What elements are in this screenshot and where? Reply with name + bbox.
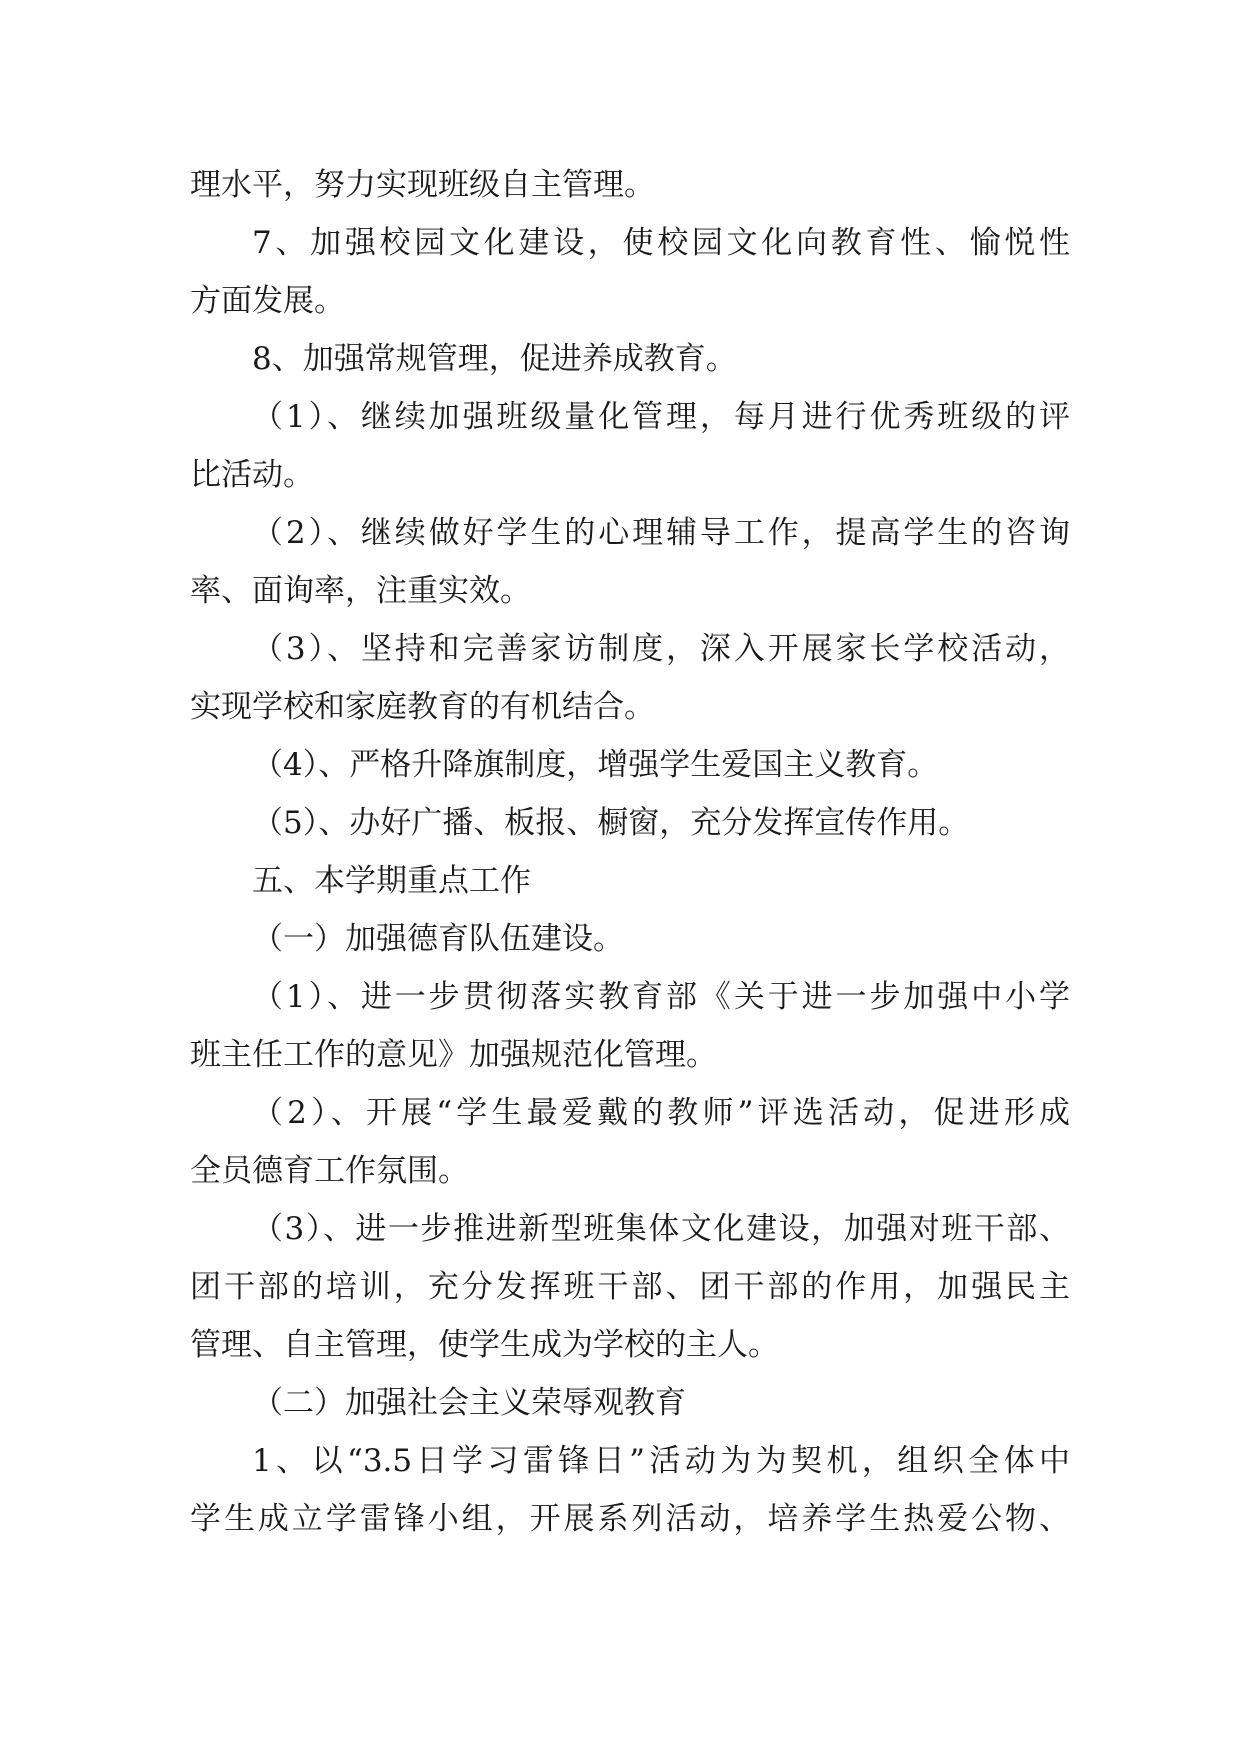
text-line: 班主任工作的意见》加强规范化管理。 xyxy=(190,1037,717,1073)
text-line: 实现学校和家庭教育的有机结合。 xyxy=(190,689,655,725)
text-line: （1）、继续加强班级量化管理，每月进行优秀班级的评 xyxy=(252,399,1070,435)
text-line: （4）、严格升降旗制度，增强学生爱国主义教育。 xyxy=(252,747,939,783)
text-line: 比活动。 xyxy=(190,457,314,493)
text-line: （3）、进一步推进新型班集体文化建设，加强对班干部、 xyxy=(252,1211,1070,1247)
text-line: 团干部的培训，充分发挥班干部、团干部的作用，加强民主 xyxy=(190,1269,1070,1305)
subsection-heading: （一）加强德育队伍建设。 xyxy=(252,921,624,957)
section-heading: 五、本学期重点工作 xyxy=(252,863,531,899)
text-line: 管理、自主管理，使学生成为学校的主人。 xyxy=(190,1327,779,1363)
text-line: 全员德育工作氛围。 xyxy=(190,1153,469,1189)
text-line: （1）、进一步贯彻落实教育部《关于进一步加强中小学 xyxy=(252,979,1070,1015)
text-line: 率、面询率，注重实效。 xyxy=(190,573,531,609)
text-line: （5）、办好广播、板报、橱窗，充分发挥宣传作用。 xyxy=(252,805,970,841)
text-line: 8、加强常规管理，促进养成教育。 xyxy=(252,341,737,377)
text-line: 理水平，努力实现班级自主管理。 xyxy=(190,167,655,203)
text-line: 方面发展。 xyxy=(190,283,345,319)
text-line: 1、以“3.5日学习雷锋日”活动为为契机，组织全体中 xyxy=(252,1443,1070,1479)
subsection-heading: （二）加强社会主义荣辱观教育 xyxy=(252,1385,686,1421)
text-line: 7、加强校园文化建设，使校园文化向教育性、愉悦性 xyxy=(252,225,1070,261)
text-line: 学生成立学雷锋小组，开展系列活动，培养学生热爱公物、 xyxy=(190,1501,1070,1537)
text-line: （3）、坚持和完善家访制度，深入开展家长学校活动， xyxy=(252,631,1070,667)
text-line: （2）、开展“学生最爱戴的教师”评选活动，促进形成 xyxy=(252,1095,1070,1131)
text-line: （2）、继续做好学生的心理辅导工作，提高学生的咨询 xyxy=(252,515,1070,551)
